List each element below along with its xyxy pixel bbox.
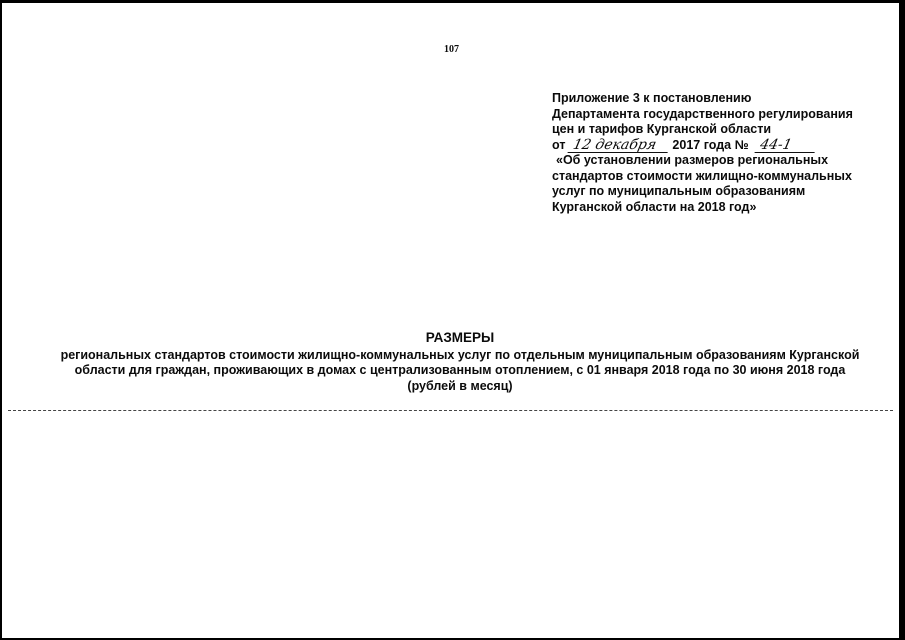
scan-border-top <box>0 0 905 3</box>
scan-border-right <box>899 0 905 640</box>
appendix-line-6: стандартов стоимости жилищно-коммунальных <box>552 168 852 183</box>
title-line-2: области для граждан, проживающих в домах с централизованным отоплением, с 01 января 2018 года по 30 июня 2018 года <box>74 363 846 377</box>
appendix-line-3: цен и тарифов Курганской области <box>552 122 772 136</box>
appendix-block <box>552 91 872 215</box>
title-line-1: региональных стандартов стоимости жилищно-коммунальных услуг по отдельным муниципальным образованиям Курганской <box>60 347 860 362</box>
handwritten-number: 44-1 <box>755 139 818 153</box>
title-line-3: (рублей в месяц) <box>407 378 513 393</box>
document-title-block <box>40 330 880 394</box>
appendix-date-line <box>552 138 872 154</box>
appendix-line-8: Курганской области на 2018 год» <box>552 199 757 214</box>
appendix-from-label: от <box>552 137 566 152</box>
scan-border-left <box>0 0 2 640</box>
appendix-line-5: «Об установлении размеров региональных <box>556 153 829 167</box>
appendix-line-1: Приложение 3 к постановлению <box>552 91 752 105</box>
page-number: 107 <box>444 44 459 55</box>
document-heading: РАЗМЕРЫ <box>425 330 495 345</box>
scan-dashed-rule <box>8 410 893 411</box>
appendix-line-2: Департамента государственного регулирования <box>552 106 853 121</box>
appendix-year-text: 2017 года № <box>672 137 749 152</box>
appendix-line-7: услуг по муниципальным образованиям <box>552 184 806 198</box>
handwritten-date: 12 декабря <box>567 139 670 153</box>
